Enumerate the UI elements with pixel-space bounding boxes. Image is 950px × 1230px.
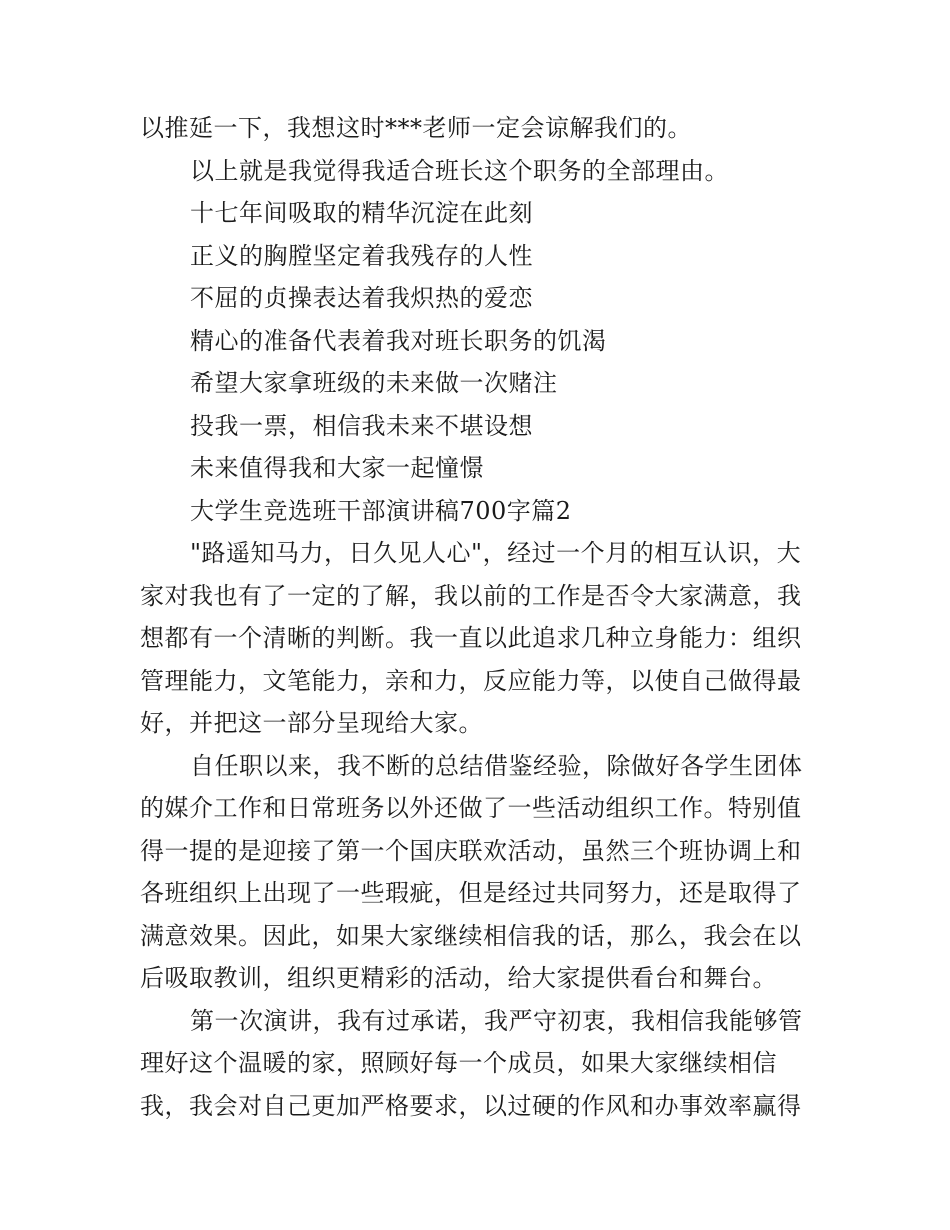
text-line: 后吸取教训，组织更精彩的活动，给大家提供看台和舞台。 bbox=[140, 964, 777, 992]
text-line: 以推延一下，我想这时***老师一定会谅解我们的。 bbox=[140, 114, 692, 142]
text-line: 满意效果。因此，如果大家继续相信我的话，那么，我会在以 bbox=[140, 922, 802, 950]
text-line: 管理能力，文笔能力，亲和力，反应能力等，以使自己做得最 bbox=[140, 667, 802, 695]
text-line: 理好这个温暖的家，照顾好每一个成员，如果大家继续相信 bbox=[140, 1049, 777, 1077]
text-line: 各班组织上出现了一些瑕疵，但是经过共同努力，还是取得了 bbox=[140, 879, 802, 907]
text-line: 家对我也有了一定的了解，我以前的工作是否令大家满意，我 bbox=[140, 582, 802, 610]
text-line: "路遥知马力，日久见人心"，经过一个月的相互认识，大 bbox=[190, 539, 802, 567]
poem-line: 不屈的贞操表达着我炽热的爱恋 bbox=[190, 284, 533, 312]
poem-line: 希望大家拿班级的未来做一次赌注 bbox=[190, 369, 558, 397]
text-line: 好，并把这一部分呈现给大家。 bbox=[140, 709, 483, 737]
poem-line: 精心的准备代表着我对班长职务的饥渴 bbox=[190, 327, 607, 355]
text-line: 自任职以来，我不断的总结借鉴经验，除做好各学生团体 bbox=[190, 752, 803, 780]
text-line: 以上就是我觉得我适合班长这个职务的全部理由。 bbox=[190, 157, 729, 185]
text-line: 第一次演讲，我有过承诺，我严守初衷，我相信我能够管 bbox=[190, 1007, 803, 1035]
text-line: 想都有一个清晰的判断。我一直以此追求几种立身能力：组织 bbox=[140, 624, 802, 652]
text-line: 得一提的是迎接了第一个国庆联欢活动，虽然三个班协调上和 bbox=[140, 837, 802, 865]
section-heading: 大学生竞选班干部演讲稿700字篇2 bbox=[190, 497, 572, 525]
poem-line: 正义的胸膛坚定着我残存的人性 bbox=[190, 242, 533, 270]
text-line: 的媒介工作和日常班务以外还做了一些活动组织工作。特别值 bbox=[140, 794, 802, 822]
poem-line: 十七年间吸取的精华沉淀在此刻 bbox=[190, 199, 533, 227]
text-line: 我，我会对自己更加严格要求，以过硬的作风和办事效率赢得 bbox=[140, 1092, 802, 1120]
poem-line: 投我一票，相信我未来不堪设想 bbox=[190, 412, 533, 440]
poem-line: 未来值得我和大家一起憧憬 bbox=[190, 454, 484, 482]
